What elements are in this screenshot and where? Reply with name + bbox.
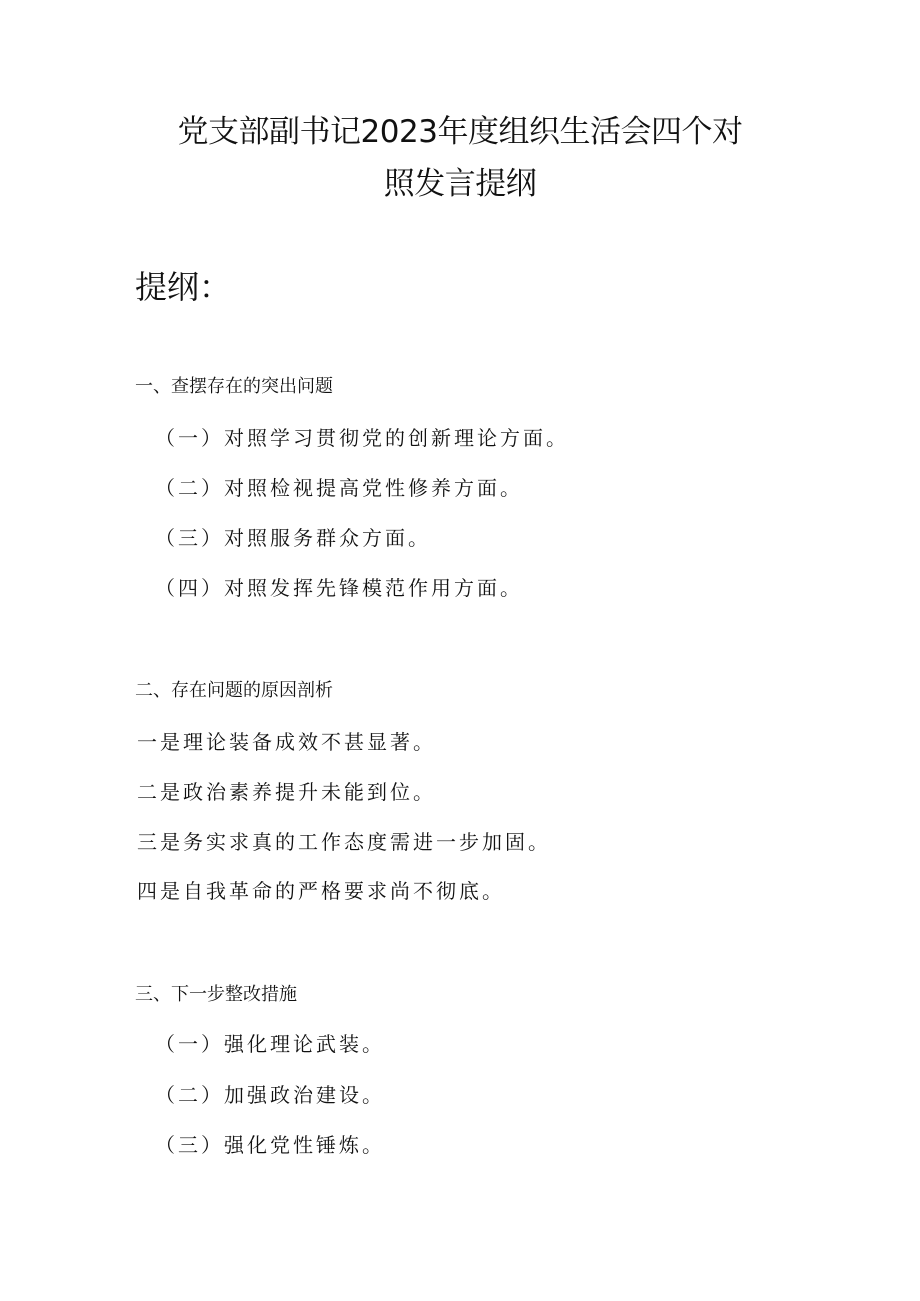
section-1-item-1: （一）对照学习贯彻党的创新理论方面。	[155, 426, 569, 450]
section-2-item-1: 一是理论装备成效不甚显著。	[137, 730, 436, 754]
section-2-item-2: 二是政治素养提升未能到位。	[137, 780, 436, 804]
section-1-item-2: （二）对照检视提高党性修养方面。	[155, 476, 523, 500]
section-2-heading: 二、存在问题的原因剖析	[135, 680, 333, 701]
title-line-1: 党支部副书记2023年度组织生活会四个对	[177, 114, 743, 150]
outline-heading: 提纲：	[135, 268, 232, 306]
section-2-item-3: 三是务实求真的工作态度需进一步加固。	[137, 830, 551, 854]
section-1-item-4: （四）对照发挥先锋模范作用方面。	[155, 576, 523, 600]
section-3-item-1: （一）强化理论武装。	[155, 1032, 385, 1056]
section-1-heading: 一、查摆存在的突出问题	[135, 376, 333, 397]
section-2-item-4: 四是自我革命的严格要求尚不彻底。	[137, 879, 505, 903]
section-1-item-3: （三）对照服务群众方面。	[155, 526, 431, 550]
title-line-2: 照发言提纲	[383, 166, 537, 202]
section-3-heading: 三、下一步整改措施	[135, 984, 297, 1005]
section-3-item-2: （二）加强政治建设。	[155, 1083, 385, 1107]
document-title	[160, 106, 760, 210]
section-3-item-3: （三）强化党性锤炼。	[155, 1133, 385, 1157]
